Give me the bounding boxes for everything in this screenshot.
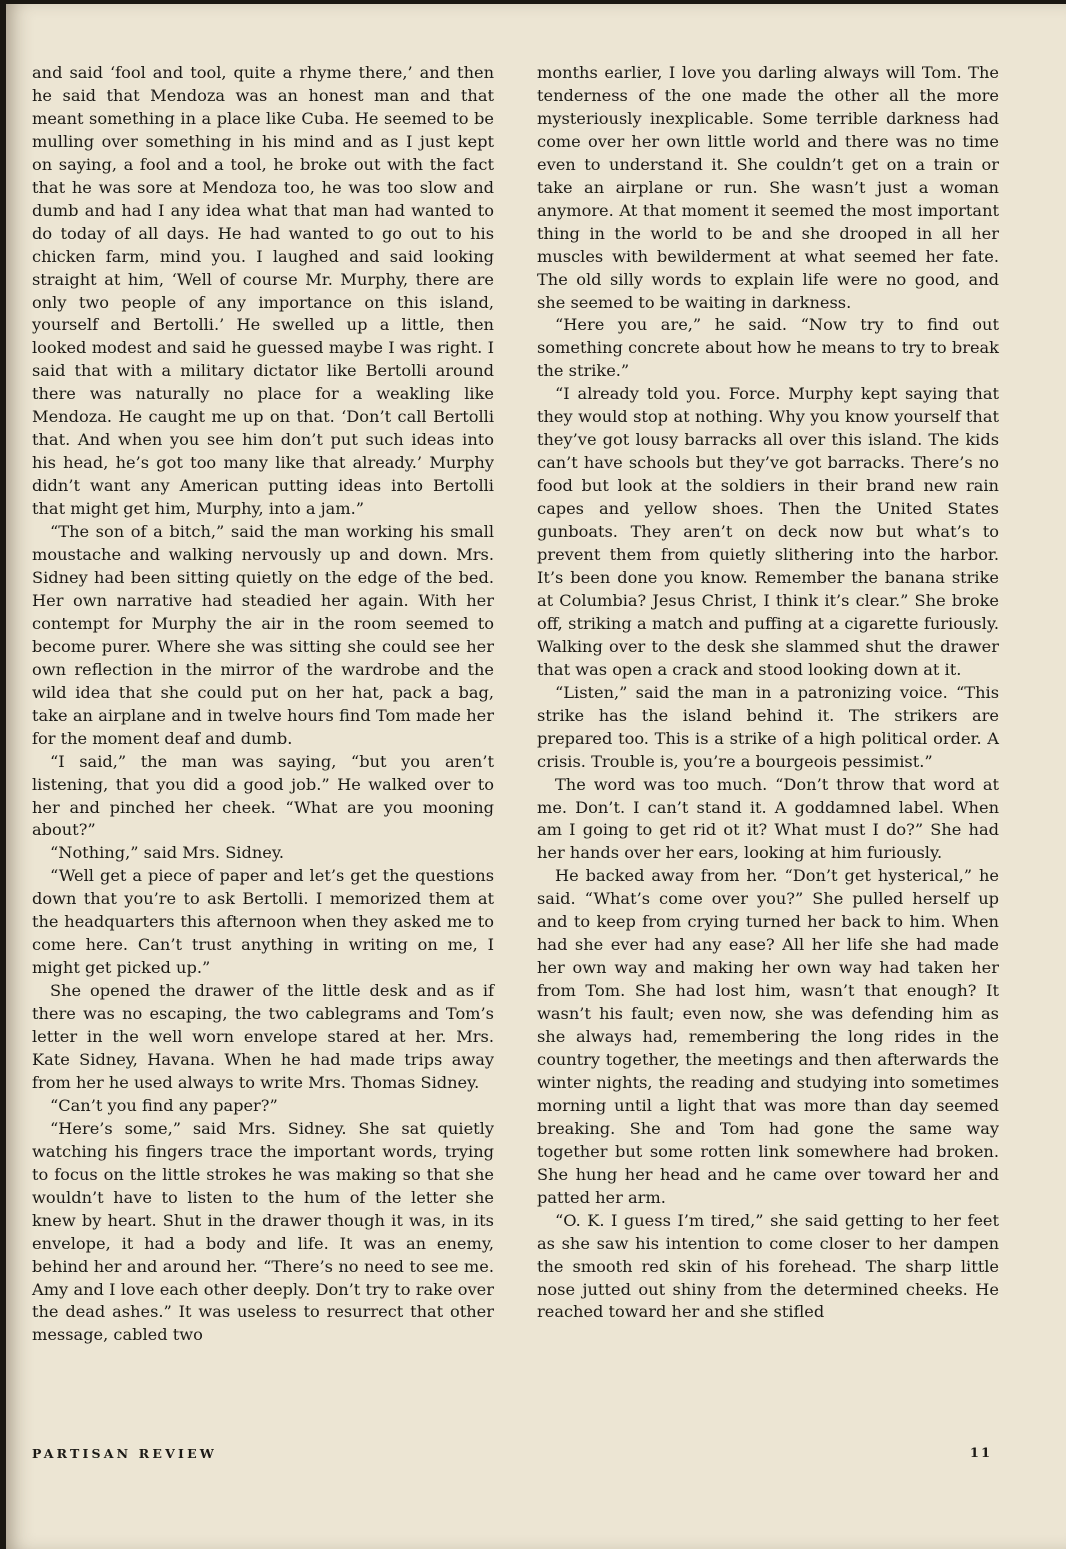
paragraph: “Nothing,” said Mrs. Sidney.	[50, 843, 284, 863]
paragraph: He backed away from her. “Don’t get hysterical,” he said. “What’s come over you?” She pulled herself up and to keep from crying turned her back to him. When had she ever had any ease? All her life she had made her own way and making her own way had taken her from Tom. She had lost him, wasn’t that enough? It wasn’t his fault; even now, she was defending him as she always had, remembering the long rides in the country together, the meetings and then afterwards the winter nights, the reading and studying into sometimes morning until a light that was more than day seemed breaking. She and Tom had gone the same way together but some rotten link somewhere had broken. She hung her head and he came over toward her and patted her arm.	[537, 866, 999, 1207]
paragraph: and said ‘fool and tool, quite a rhyme there,’ and then he said that Mendoza was an honest man and that meant something in a place like Cuba. He seemed to be mulling over something in his mind and as I just kept on saying, a fool and a tool, he broke out with the fact that he was sore at Mendoza too, he was too slow and dumb and had I any idea what that man had wanted to do today of all days. He had wanted to go out to his chicken farm, mind you. I laughed and said looking straight at him, ‘Well of course Mr. Murphy, there are only two people of any importance on this island, yourself and Bertolli.’ He swelled up a little, then looked modest and said he guessed maybe I was right. I said that with a military dictator like Bertolli around there was naturally no place for a weakling like Mendoza. He caught me up on that. ‘Don’t call Bertolli that. And when you see him don’t put such ideas into his head, he’s got too many like that already.’ Murphy didn’t want any American putting ideas into Bertolli that might get him, Murphy, into a jam.”	[32, 63, 494, 519]
paragraph: “Listen,” said the man in a patronizing voice. “This strike has the island behind it. The strikers are prepared too. This is a strike of a high political order. A crisis. Trouble is, you’re a bourgeois pessimist.”	[537, 682, 999, 771]
journal-title: PARTISAN REVIEW	[32, 1446, 218, 1461]
paragraph: “Here’s some,” said Mrs. Sidney. She sat quietly watching his fingers trace the important words, trying to focus on the little strokes he was making so that she wouldn’t have to listen to the hum of the letter she knew by heart. Shut in the drawer though it was, in its envelope, it had a body and life. It was an enemy, behind her and around her. “There’s no need to see me. Amy and I love each other deeply. Don’t try to rake over the dead ashes.” It was useless to resurrect that other message, cabled two	[32, 1118, 494, 1345]
paragraph: “I already told you. Force. Murphy kept saying that they would stop at nothing. Why you know yourself that they’ve got lousy barracks all over this island. The kids can’t have schools but they’ve got barracks. There’s no food but look at the soldiers in their brand new rain capes and yellow shoes. Then the United States gunboats. They aren’t on deck now but what’s to prevent them from quietly slithering into the harbor. It’s been done you know. Remember the banana strike at Columbia? Jesus Christ, I think it’s clear.” She broke off, striking a match and puffing at a cigarette furiously. Walking over to the desk she slammed shut the drawer that was open a crack and stood looking down at it.	[537, 384, 999, 679]
paragraph: “O. K. I guess I’m tired,” she said getting to her feet as she saw his intention to come closer to her dampen the smooth red skin of his forehead. The sharp little nose jutted out shiny from the determined cheeks. He reached toward her and she stifled	[537, 1210, 999, 1322]
paragraph: “I said,” the man was saying, “but you aren’t listening, that you did a good job.” He walked over to her and pinched her cheek. “What are you mooning about?”	[32, 751, 494, 840]
right-column	[537, 62, 999, 1324]
paragraph: “The son of a bitch,” said the man working his small moustache and walking nervously up and down. Mrs. Sidney had been sitting quietly on the edge of the bed. Her own narrative had steadied her again. With her contempt for Murphy the air in the room seemed to become purer. Where she was sitting she could see her own reflection in the mirror of the wardrobe and the wild idea that she could put on her hat, pack a bag, take an airplane and in twelve hours find Tom made her for the moment deaf and dumb.	[32, 522, 494, 748]
magazine-page	[6, 4, 1066, 1549]
page-number: 11	[969, 1446, 992, 1461]
paragraph: She opened the drawer of the little desk and as if there was no escaping, the two cablegrams and Tom’s letter in the well worn envelope stared at her. Mrs. Kate Sidney, Havana. When he had made trips away from her he used always to write Mrs. Thomas Sidney.	[32, 981, 494, 1092]
left-column	[32, 62, 494, 1347]
paragraph: months earlier, I love you darling always will Tom. The tenderness of the one made the other all the more mysteriously inexplicable. Some terrible darkness had come over her own little world and there was no time even to understand it. She couldn’t get on a train or take an airplane or run. She wasn’t just a woman anymore. At that moment it seemed the most important thing in the world to be and she drooped in all her muscles with bewilderment at what seemed her fate. The old silly words to explain life were no good, and she seemed to be waiting in darkness.	[537, 63, 999, 312]
paragraph: “Here you are,” he said. “Now try to find out something concrete about how he means to try to break the strike.”	[537, 315, 999, 381]
paragraph: “Well get a piece of paper and let’s get the questions down that you’re to ask Bertolli. I memorized them at the headquarters this afternoon when they asked me to come here. Can’t trust anything in writing on me, I might get picked up.”	[32, 866, 494, 978]
paragraph: The word was too much. “Don’t throw that word at me. Don’t. I can’t stand it. A goddamned label. When am I going to get rid ot it? What must I do?” She had her hands over her ears, looking at him furiously.	[537, 774, 999, 863]
paragraph: “Can’t you find any paper?”	[50, 1095, 278, 1115]
